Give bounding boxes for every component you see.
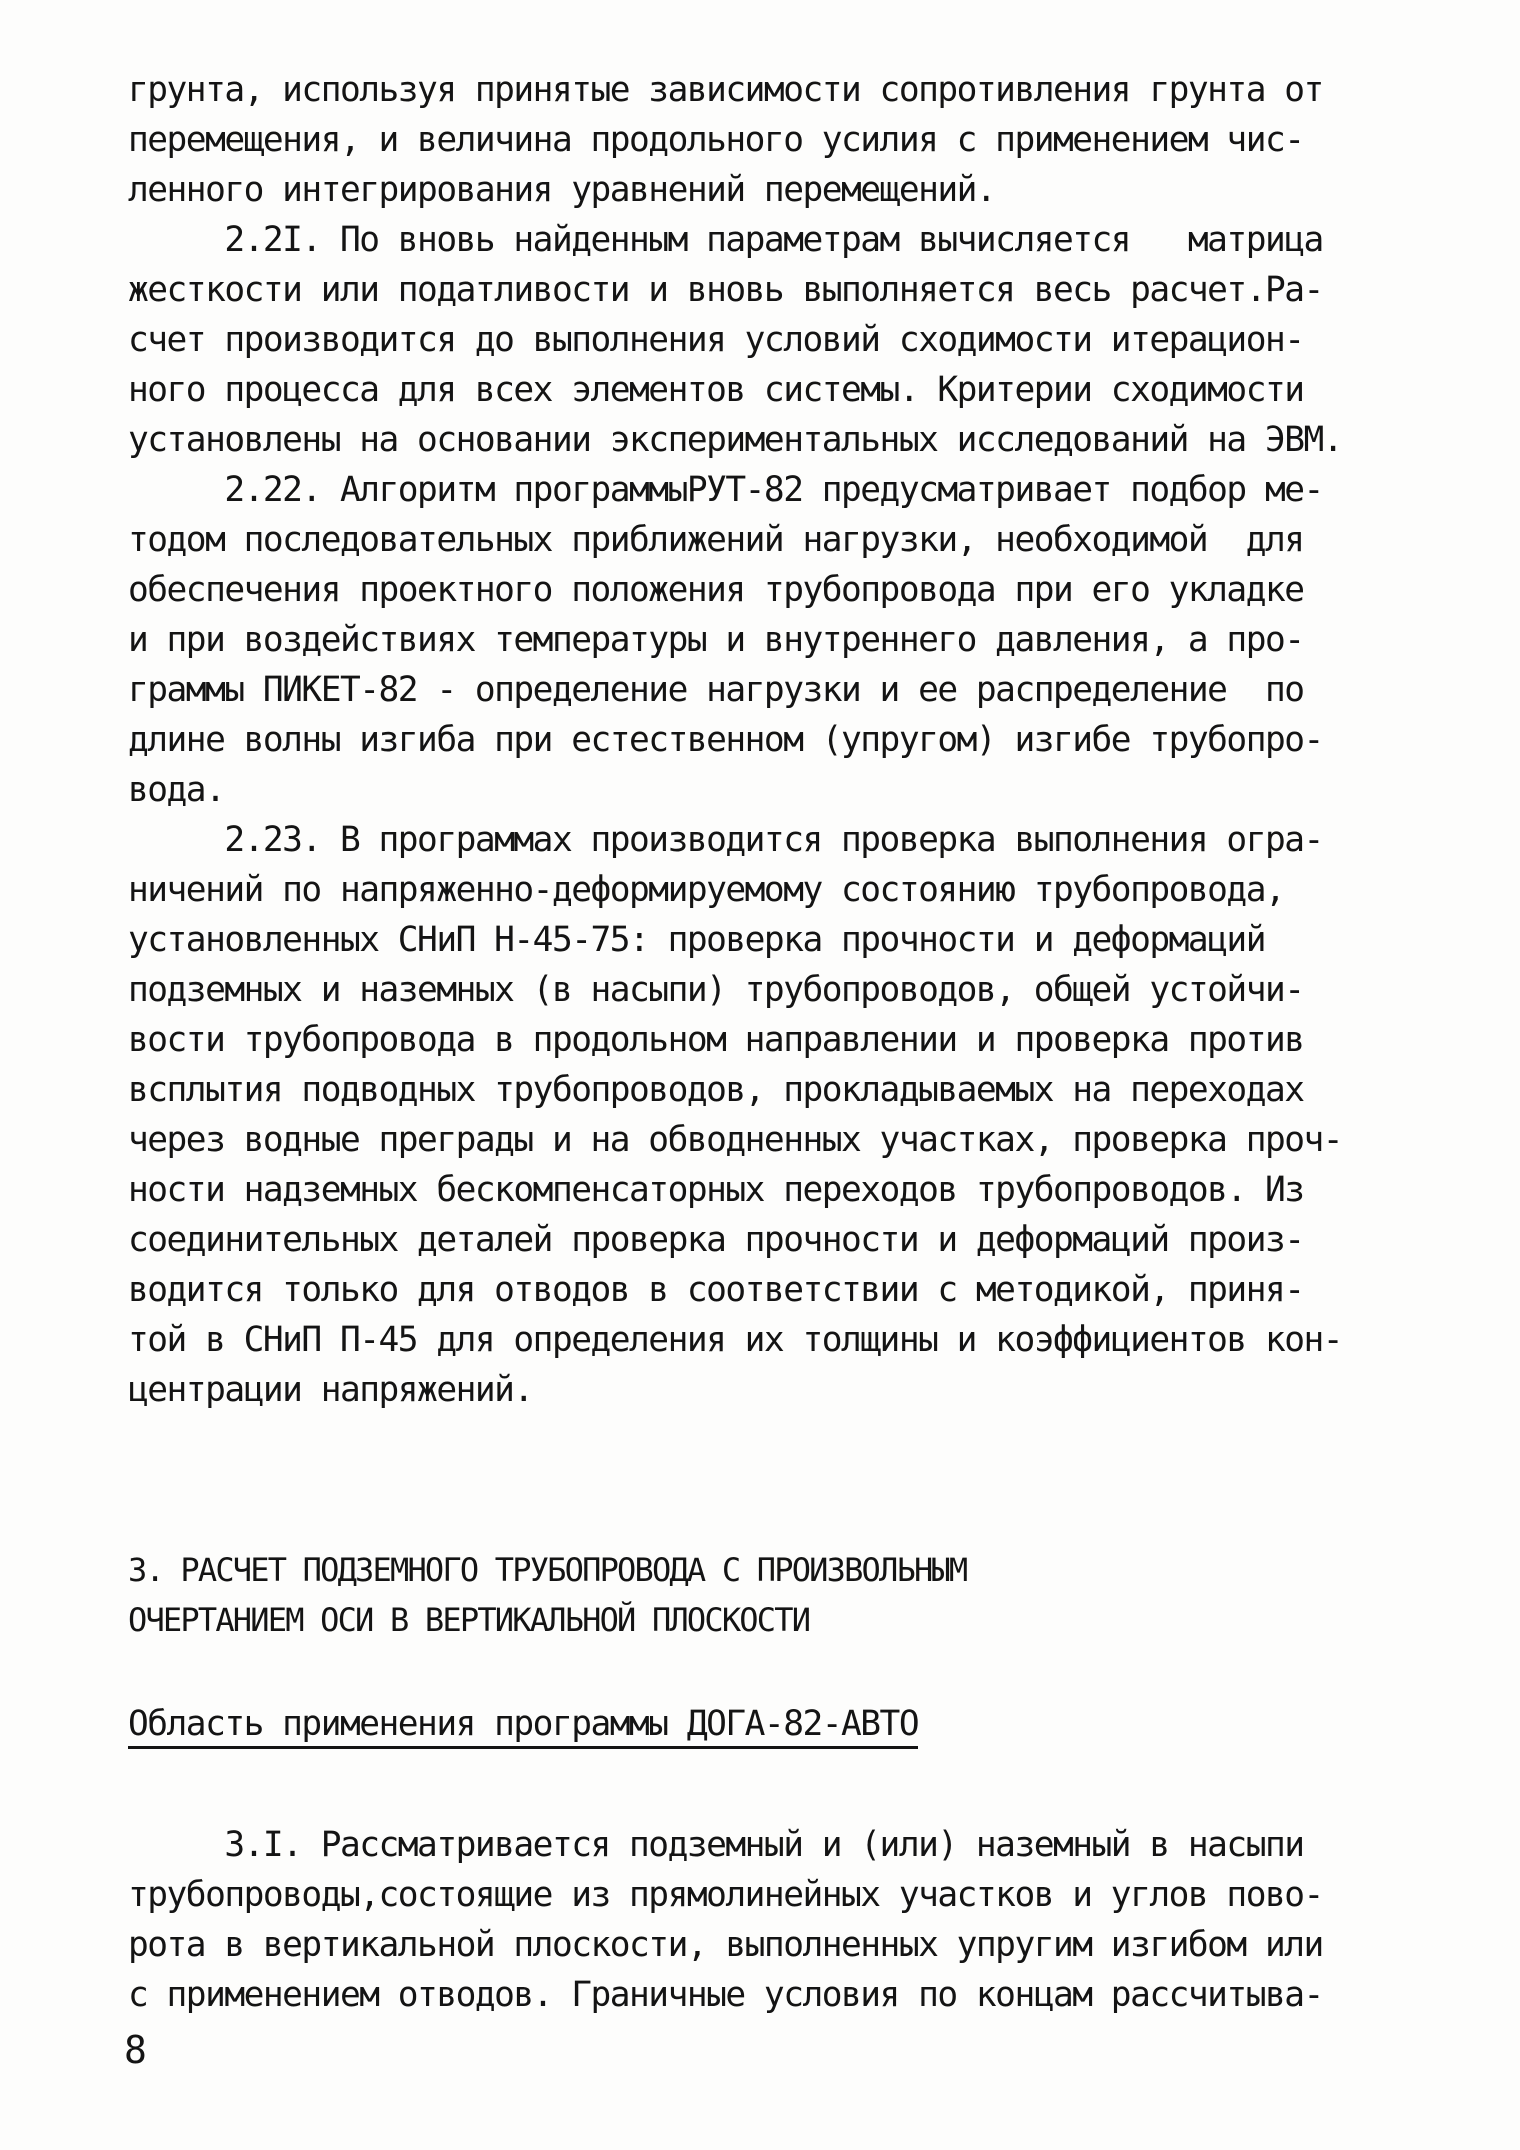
text-line: грунта, используя принятые зависимости сопротивления грунта от: [128, 70, 1323, 110]
text-line: ности надземных бескомпенсаторных переходов трубопроводов. Из: [128, 1170, 1304, 1210]
section-heading: [128, 1545, 1418, 1645]
text-line: ного процесса для всех элементов системы. Критерии сходимости: [128, 370, 1304, 410]
text-line: всплытия подводных трубопроводов, прокладываемых на переходах: [128, 1070, 1304, 1110]
text-line: счет производится до выполнения условий сходимости итерацион-: [128, 320, 1304, 360]
page-number: 8: [124, 2028, 147, 2072]
text-line: тодом последовательных приближений нагрузки, необходимой для: [128, 520, 1304, 560]
heading-line: ОЧЕРТАНИЕМ ОСИ В ВЕРТИКАЛЬНОЙ ПЛОСКОСТИ: [128, 1601, 810, 1639]
text-line: жесткости или податливости и вновь выполняется весь расчет.Ра-: [128, 270, 1323, 310]
text-line: 2.22. Алгоритм программыРУТ-82 предусматривает подбор ме-: [128, 470, 1323, 510]
text-line: вости трубопровода в продольном направлении и проверка против: [128, 1020, 1304, 1060]
text-line: установленных СНиП Н-45-75: проверка прочности и деформаций: [128, 920, 1265, 960]
text-line: вода.: [128, 770, 225, 810]
text-line: подземных и наземных (в насыпи) трубопроводов, общей устойчи-: [128, 970, 1304, 1010]
text-line: с применением отводов. Граничные условия по концам рассчитыва-: [128, 1975, 1323, 2015]
text-line: соединительных деталей проверка прочности и деформаций произ-: [128, 1220, 1304, 1260]
text-line: длине волны изгиба при естественном (упругом) изгибе трубопро-: [128, 720, 1323, 760]
text-line: той в СНиП П-45 для определения их толщины и коэффициентов кон-: [128, 1320, 1343, 1360]
subsection-heading: [128, 1702, 1418, 1749]
subheading-underlined: Область применения программы ДОГА-82-АВТО: [128, 1702, 918, 1749]
text-line: трубопроводы,состоящие из прямолинейных участков и углов пово-: [128, 1875, 1323, 1915]
text-line: и при воздействиях температуры и внутреннего давления, а про-: [128, 620, 1304, 660]
text-line: 3.I. Рассматривается подземный и (или) наземный в насыпи: [128, 1825, 1304, 1865]
text-line: через водные преграды и на обводненных участках, проверка проч-: [128, 1120, 1343, 1160]
text-line: ничений по напряженно-деформируемому состоянию трубопровода,: [128, 870, 1285, 910]
text-line: водится только для отводов в соответствии с методикой, приня-: [128, 1270, 1304, 1310]
text-line: центрации напряжений.: [128, 1370, 533, 1410]
text-line: граммы ПИКЕТ-82 - определение нагрузки и ее распределение по: [128, 670, 1304, 710]
text-line: обеспечения проектного положения трубопровода при его укладке: [128, 570, 1304, 610]
text-line: установлены на основании экспериментальных исследований на ЭВМ.: [128, 420, 1343, 460]
text-line: 2.2I. По вновь найденным параметрам вычисляется матрица: [128, 220, 1323, 260]
heading-line: 3. РАСЧЕТ ПОДЗЕМНОГО ТРУБОПРОВОДА С ПРОИЗВОЛЬНЫМ: [128, 1551, 967, 1589]
text-line: перемещения, и величина продольного усилия с применением чис-: [128, 120, 1304, 160]
text-line: 2.23. В программах производится проверка выполнения огра-: [128, 820, 1323, 860]
body-text-block-1: [128, 65, 1418, 1415]
text-line: ленного интегрирования уравнений перемещений.: [128, 170, 996, 210]
body-text-block-2: [128, 1820, 1418, 2020]
text-line: рота в вертикальной плоскости, выполненных упругим изгибом или: [128, 1925, 1323, 1965]
